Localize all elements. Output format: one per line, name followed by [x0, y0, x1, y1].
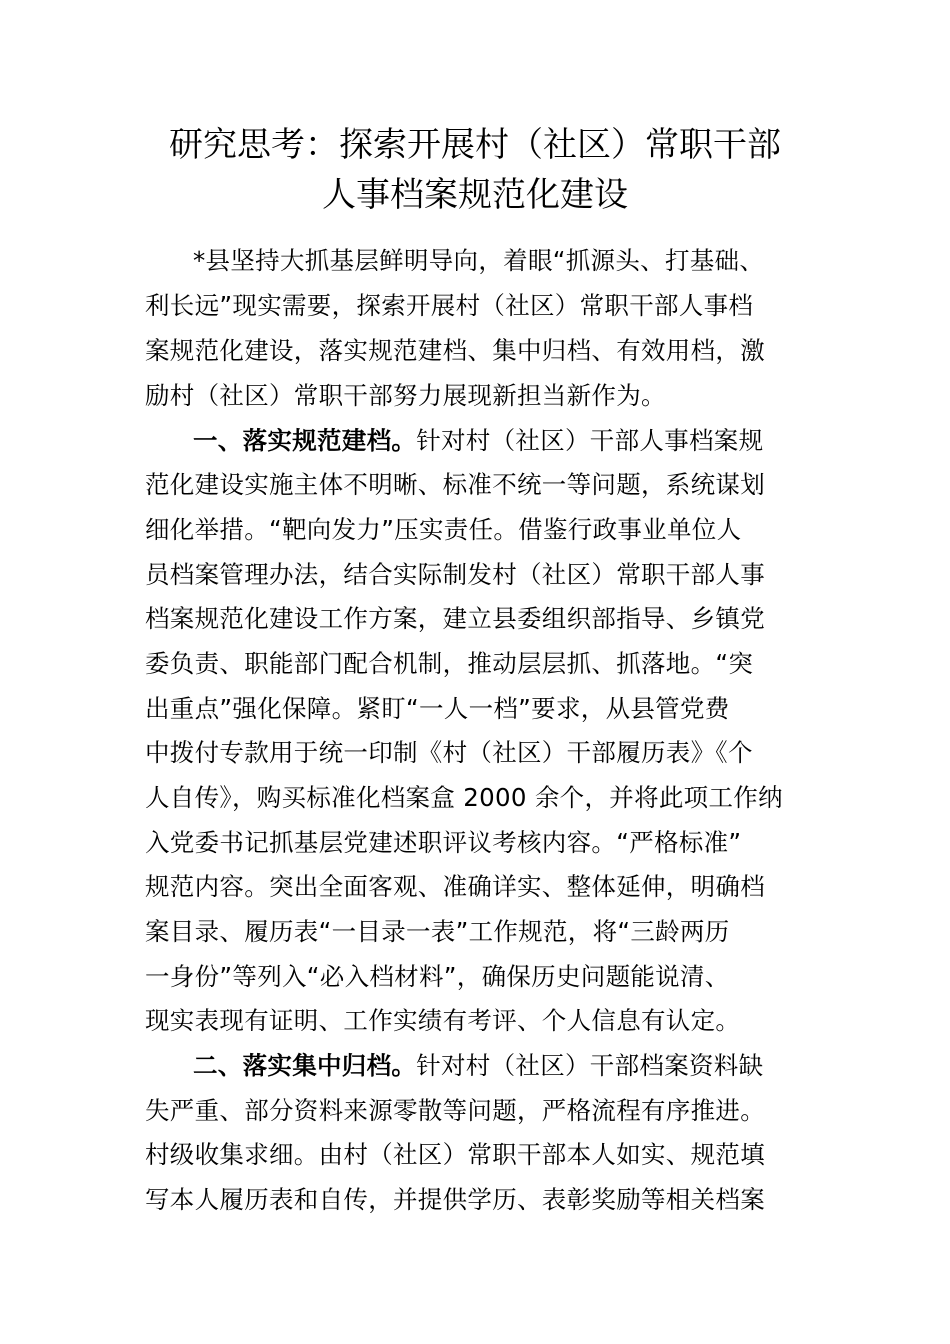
section1-line: 入党委书记抓基层党建述职评议考核内容。“严格标准”	[145, 828, 742, 857]
section2-heading: 二、落实集中归档。	[193, 1051, 417, 1080]
intro-line-1: *县坚持大抓基层鲜明导向，着眼“抓源头、打基础、	[193, 246, 765, 275]
section2-line: 写本人履历表和自传，并提供学历、表彰奖励等相关档案	[145, 1185, 765, 1214]
section2-first-line-text: 针对村（社区）干部档案资料缺	[416, 1051, 764, 1080]
section1-line: 档案规范化建设工作方案，建立县委组织部指导、乡镇党	[145, 604, 765, 633]
section1-line: 出重点”强化保障。紧盯“一人一档”要求，从县管党费	[145, 694, 730, 723]
section1-first-line	[193, 425, 763, 457]
section2-first-line	[193, 1050, 763, 1082]
section1-line: 案目录、履历表“一目录一表”工作规范，将“三龄两历	[145, 917, 730, 946]
document-title-line-1: 研究思考：探索开展村（社区）常职干部	[169, 125, 781, 165]
section1-line: 规范内容。突出全面客观、准确详实、整体延伸，明确档	[145, 872, 765, 901]
intro-line-3: 案规范化建设，落实规范建档、集中归档、有效用档，激	[145, 336, 765, 365]
section1-line: 现实表现有证明、工作实绩有考评、个人信息有认定。	[145, 1006, 741, 1035]
section1-line: 委负责、职能部门配合机制，推动层层抓、抓落地。“突	[145, 649, 754, 678]
section1-line: 员档案管理办法，结合实际制发村（社区）常职干部人事	[145, 560, 765, 589]
section1-line: 范化建设实施主体不明晰、标准不统一等问题，系统谋划	[145, 470, 765, 499]
section1-heading: 一、落实规范建档。	[193, 426, 417, 455]
section1-line: 中拨付专款用于统一印制《村（社区）干部履历表》《个	[145, 738, 753, 767]
section2-line: 失严重、部分资料来源零散等问题，严格流程有序推进。	[145, 1096, 765, 1125]
section1-line: 一身份”等列入“必入档材料”，确保历史问题能说清、	[145, 962, 730, 991]
section1-line: 人自传》，购买标准化档案盒 2000 余个，并将此项工作纳	[145, 783, 783, 812]
section1-first-line-text: 针对村（社区）干部人事档案规	[416, 426, 764, 455]
section1-line: 细化举措。“靶向发力”压实责任。借鉴行政事业单位人	[145, 515, 742, 544]
section2-line: 村级收集求细。由村（社区）常职干部本人如实、规范填	[145, 1140, 765, 1169]
intro-line-2: 利长远”现实需要，探索开展村（社区）常职干部人事档	[145, 291, 754, 320]
intro-line-4: 励村（社区）常职干部努力展现新担当新作为。	[145, 381, 666, 410]
document-title-line-2: 人事档案规范化建设	[322, 175, 628, 215]
